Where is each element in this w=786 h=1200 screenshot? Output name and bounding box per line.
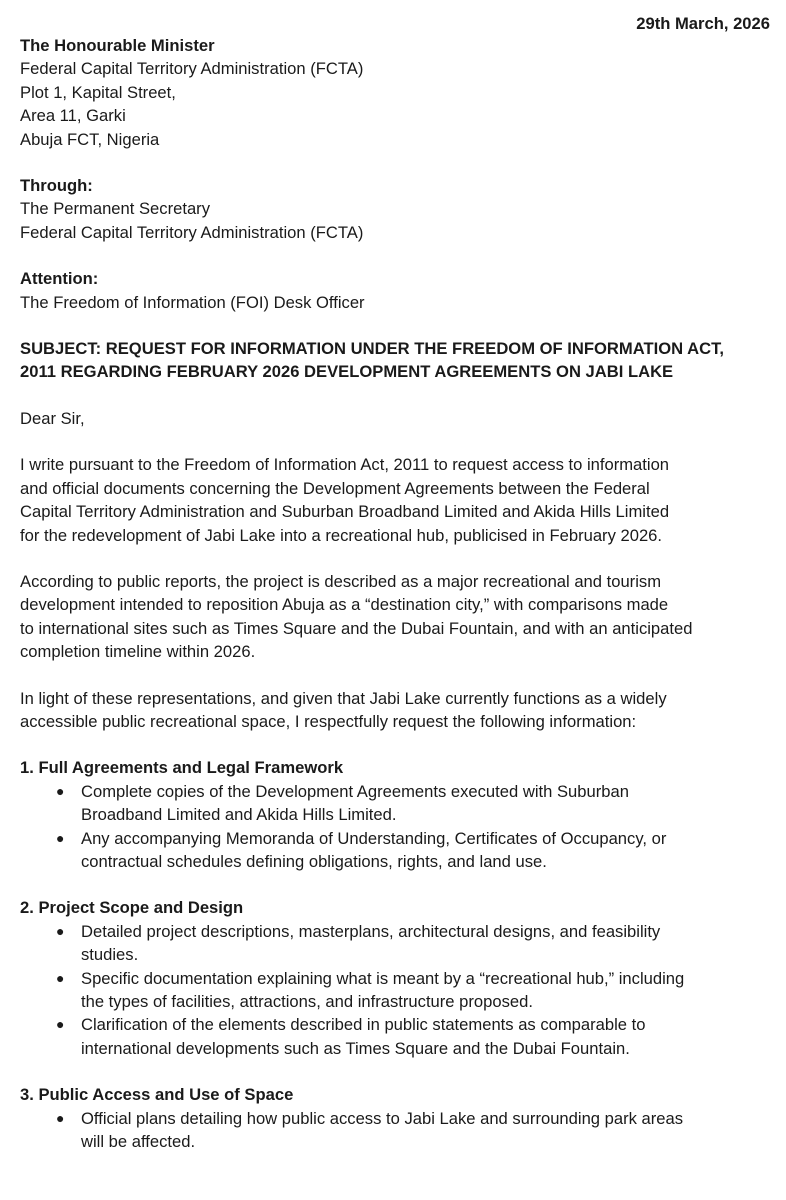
through-label: Through: <box>20 176 93 196</box>
body-paragraph <box>20 570 770 664</box>
through-block <box>20 174 770 244</box>
recipient-line: Plot 1, Kapital Street, <box>20 82 176 102</box>
bullet-line: Specific documentation explaining what is meant by a “recreational hub,” including <box>81 968 685 988</box>
subject-text: 2011 REGARDING FEBRUARY 2026 DEVELOPMENT AGREEMENTS ON JABI LAKE <box>20 362 674 382</box>
salutation: Dear Sir, <box>20 408 85 428</box>
bullet-icon: ● <box>56 829 65 846</box>
body-paragraph <box>20 687 770 734</box>
paragraph-line: and official documents concerning the Development Agreements between the Federal <box>20 478 650 498</box>
bullet-line: Official plans detailing how public access to Jabi Lake and surrounding park areas <box>81 1108 684 1128</box>
attention-line: The Freedom of Information (FOI) Desk Officer <box>20 292 365 312</box>
list-item <box>20 967 770 1014</box>
list-item <box>20 827 770 874</box>
bullet-icon: ● <box>56 1016 65 1033</box>
recipient-line: Area 11, Garki <box>20 106 126 126</box>
letter-date: 29th March, 2026 <box>636 14 770 33</box>
request-section <box>20 896 770 1060</box>
bullet-list <box>20 780 770 874</box>
bullet-icon: ● <box>56 1109 65 1126</box>
section-heading: 2. Project Scope and Design <box>20 898 244 918</box>
paragraph-line: Capital Territory Administration and Suburban Broadband Limited and Akida Hills Limited <box>20 502 670 522</box>
paragraph-line: for the redevelopment of Jabi Lake into a recreational hub, publicised in February 2026. <box>20 525 663 545</box>
bullet-line: will be affected. <box>81 1132 196 1152</box>
paragraph-line: In light of these representations, and given that Jabi Lake currently functions as a widely <box>20 688 667 708</box>
subject-text: SUBJECT: REQUEST FOR INFORMATION UNDER THE FREEDOM OF INFORMATION ACT, <box>20 339 724 359</box>
paragraph-line: According to public reports, the project is described as a major recreational and tourism <box>20 571 662 591</box>
list-item <box>20 920 770 967</box>
list-item <box>20 1107 770 1154</box>
paragraph-line: development intended to reposition Abuja as a “destination city,” with comparisons made <box>20 595 669 615</box>
paragraph-line: completion timeline within 2026. <box>20 642 256 662</box>
list-item <box>20 780 770 827</box>
bullet-icon: ● <box>56 969 65 986</box>
paragraph-line: accessible public recreational space, I respectfully request the following information: <box>20 711 637 731</box>
paragraph-line: to international sites such as Times Square and the Dubai Fountain, and with an anticipated <box>20 618 693 638</box>
section-heading: 3. Public Access and Use of Space <box>20 1085 294 1105</box>
attention-block <box>20 267 770 314</box>
bullet-line: Clarification of the elements described in public statements as comparable to <box>81 1015 646 1035</box>
bullet-line: Detailed project descriptions, masterplans, architectural designs, and feasibility <box>81 921 661 941</box>
bullet-icon: ● <box>56 782 65 799</box>
list-item <box>20 1013 770 1060</box>
paragraph-line: I write pursuant to the Freedom of Information Act, 2011 to request access to information <box>20 455 670 475</box>
recipient-title: The Honourable Minister <box>20 36 215 55</box>
recipient-address <box>20 34 770 151</box>
bullet-line: the types of facilities, attractions, and infrastructure proposed. <box>81 992 533 1011</box>
bullet-line: Complete copies of the Development Agreements executed with Suburban <box>81 781 629 801</box>
body-paragraph <box>20 453 770 547</box>
bullet-line: Broadband Limited and Akida Hills Limited. <box>81 805 397 825</box>
bullet-line: international developments such as Times Square and the Dubai Fountain. <box>81 1038 630 1058</box>
bullet-icon: ● <box>56 922 65 939</box>
section-heading: 1. Full Agreements and Legal Framework <box>20 758 344 778</box>
through-line: Federal Capital Territory Administration (FCTA) <box>20 222 364 242</box>
recipient-line: Federal Capital Territory Administration (FCTA) <box>20 59 364 79</box>
bullet-line: Any accompanying Memoranda of Understanding, Certificates of Occupancy, or <box>81 828 667 848</box>
request-section <box>20 1083 770 1153</box>
bullet-line: contractual schedules defining obligations, rights, and land use. <box>81 851 547 871</box>
request-section <box>20 756 770 873</box>
bullet-line: studies. <box>81 945 139 965</box>
attention-label: Attention: <box>20 269 99 289</box>
bullet-list <box>20 1107 770 1154</box>
bullet-list <box>20 920 770 1060</box>
through-line: The Permanent Secretary <box>20 199 210 219</box>
recipient-line: Abuja FCT, Nigeria <box>20 129 160 149</box>
subject-line <box>20 337 770 384</box>
